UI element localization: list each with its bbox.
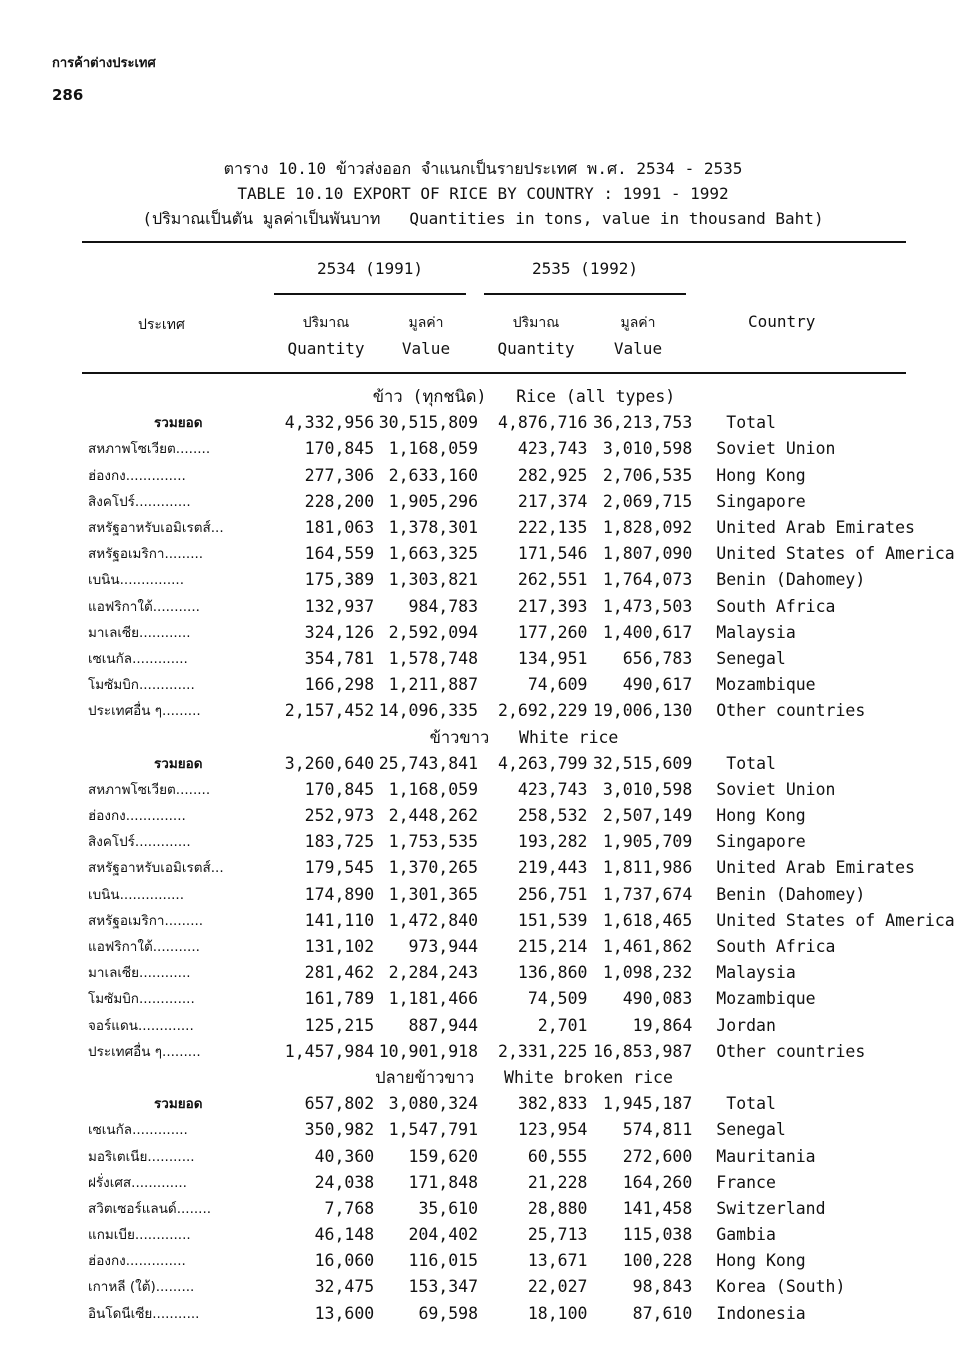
value-1991: 171,848 — [408, 1172, 479, 1192]
country-thai: ฮ่องกง.............. — [88, 467, 186, 484]
country-english: United Arab Emirates — [716, 518, 915, 538]
table-row — [82, 855, 966, 881]
quantity-1992: 21,228 — [527, 1172, 588, 1192]
value-1991: 1,181,466 — [388, 989, 479, 1009]
table-row — [82, 1196, 966, 1222]
value-1991: 1,663,325 — [388, 544, 479, 564]
value-1991: 69,598 — [418, 1303, 479, 1323]
value-1992: 1,473,503 — [602, 596, 693, 616]
value-1992: 98,843 — [632, 1277, 693, 1297]
year-1992-rule — [484, 293, 686, 295]
country-english: Senegal — [716, 1120, 786, 1140]
country-thai: ประเทศอื่น ๆ......... — [88, 703, 201, 720]
value-1992: 1,461,862 — [602, 937, 693, 957]
country-thai: อินโดนีเซีย........... — [88, 1305, 200, 1322]
country-thai: เบนิน............... — [88, 572, 185, 589]
total-row — [82, 410, 966, 436]
value-1992: 490,617 — [622, 675, 693, 695]
value-1992: 272,600 — [622, 1146, 693, 1166]
table-row — [82, 515, 966, 541]
country-thai: แกมเบีย............. — [88, 1227, 191, 1244]
quantity-1991: 4,332,956 — [284, 413, 375, 433]
value-1991: 887,944 — [408, 1015, 479, 1035]
value-1992: 19,006,130 — [592, 701, 693, 721]
section-title-row — [82, 384, 966, 410]
value-1991: 1,168,059 — [388, 779, 479, 799]
value-1992: 1,811,986 — [602, 858, 693, 878]
country-thai: โมซัมบิก............. — [88, 677, 195, 694]
section-title-row — [82, 724, 966, 750]
quantity-1991: 183,725 — [304, 832, 375, 852]
quantity-1991: 3,260,640 — [284, 753, 375, 773]
value-1992: 2,706,535 — [602, 465, 693, 485]
value-1992: 16,853,987 — [592, 1041, 693, 1061]
quantity-1992: 74,609 — [527, 675, 588, 695]
value-1991: 2,448,262 — [388, 806, 479, 826]
value-1992: 656,783 — [622, 648, 693, 668]
value-1991: 1,211,887 — [388, 675, 479, 695]
table-row — [82, 803, 966, 829]
country-thai: ประเทศอื่น ๆ......... — [88, 1043, 201, 1060]
value-1992: 3,010,598 — [602, 439, 693, 459]
quantity-1992: 222,135 — [517, 518, 588, 538]
table-row — [82, 541, 966, 567]
value-1991: 2,633,160 — [388, 465, 479, 485]
year-1992-header: 2535 (1992) — [532, 259, 638, 278]
country-thai: มาเลเซีย............ — [88, 624, 191, 641]
table-row — [82, 777, 966, 803]
quantity-1991: 1,457,984 — [284, 1041, 375, 1061]
country-thai: สหภาพโซเวียต........ — [88, 441, 211, 458]
value-1992: 1,737,674 — [602, 884, 693, 904]
country-thai: โมซัมบิก............. — [88, 991, 195, 1008]
quantity-1992: 256,751 — [517, 884, 588, 904]
value-1992: 32,515,609 — [592, 753, 693, 773]
table-row — [82, 620, 966, 646]
table-row — [82, 594, 966, 620]
value-1991: 2,284,243 — [388, 963, 479, 983]
value-1991: 10,901,918 — [378, 1041, 479, 1061]
table-titles — [0, 156, 966, 231]
table-row — [82, 489, 966, 515]
quantity-1991: 125,215 — [304, 1015, 375, 1035]
table-row — [82, 1013, 966, 1039]
value-1992: 1,807,090 — [602, 544, 693, 564]
value-1991: 1,378,301 — [388, 518, 479, 538]
quantity-1992: 60,555 — [527, 1146, 588, 1166]
country-thai: รวมยอด — [153, 415, 203, 432]
quantity-1991: 354,781 — [304, 648, 375, 668]
country-english: South Africa — [716, 937, 836, 957]
value-1992: 164,260 — [622, 1172, 693, 1192]
quantity-1991: 32,475 — [314, 1277, 375, 1297]
country-thai: รวมยอด — [153, 755, 203, 772]
quantity-1992: 217,393 — [517, 596, 588, 616]
quantity-header-2: Quantity — [497, 339, 575, 358]
value-1991: 3,080,324 — [388, 1094, 479, 1114]
country-thai: สวิตเซอร์แลนด์........ — [88, 1200, 212, 1217]
quantity-1992: 171,546 — [517, 544, 588, 564]
quantity-1991: 40,360 — [314, 1146, 375, 1166]
section-title: ปลายข้าวขาว White broken rice — [375, 1067, 673, 1087]
country-english: Indonesia — [716, 1303, 806, 1323]
value-1991: 14,096,335 — [378, 701, 479, 721]
value-1991: 1,472,840 — [388, 910, 479, 930]
quantity-1992: 151,539 — [517, 910, 588, 930]
quantity-1991: 174,890 — [304, 884, 375, 904]
quantity-1992: 423,743 — [517, 779, 588, 799]
quantity-1992: 22,027 — [527, 1277, 588, 1297]
value-1992: 87,610 — [632, 1303, 693, 1323]
table-row — [82, 1301, 966, 1327]
quantity-1991: 46,148 — [314, 1225, 375, 1245]
value-1992: 574,811 — [622, 1120, 693, 1140]
quantity-1991: 166,298 — [304, 675, 375, 695]
country-english: South Africa — [716, 596, 836, 616]
quantity-1991: 281,462 — [304, 963, 375, 983]
country-english: Malaysia — [716, 963, 796, 983]
value-1992: 115,038 — [622, 1225, 693, 1245]
value-1992: 1,828,092 — [602, 518, 693, 538]
quantity-1991: 350,982 — [304, 1120, 375, 1140]
value-thai-header-2: มูลค่า — [620, 315, 656, 331]
page-header: การค้าต่างประเทศ — [52, 56, 156, 71]
table-row — [82, 1170, 966, 1196]
country-english: United States of America — [716, 544, 955, 564]
country-english: United States of America — [716, 910, 955, 930]
table-row — [82, 436, 966, 462]
country-english: Switzerland — [716, 1198, 826, 1218]
table-units: (ปริมาณเป็นตัน มูลค่าเป็นพันบาท Quantities in tons, value in thousand Baht) — [142, 209, 824, 228]
quantity-1992: 136,860 — [517, 963, 588, 983]
value-1991: 35,610 — [418, 1198, 479, 1218]
table-row — [82, 463, 966, 489]
table-row — [82, 1274, 966, 1300]
value-1992: 2,507,149 — [602, 806, 693, 826]
quantity-thai-header-1: ปริมาณ — [302, 315, 350, 331]
quantity-1992: 18,100 — [527, 1303, 588, 1323]
value-1992: 100,228 — [622, 1251, 693, 1271]
country-thai: แอฟริกาใต้........... — [88, 939, 200, 956]
quantity-1991: 13,600 — [314, 1303, 375, 1323]
rice-export-table — [82, 384, 966, 1327]
country-thai: สหรัฐอาหรับเอมิเรตส์... — [88, 520, 224, 537]
value-1992: 36,213,753 — [592, 413, 693, 433]
country-english: United Arab Emirates — [716, 858, 915, 878]
country-english: Hong Kong — [716, 1251, 806, 1271]
section-title: ข้าวขาว White rice — [429, 727, 619, 747]
value-1992: 3,010,598 — [602, 779, 693, 799]
country-english: Other countries — [716, 1041, 866, 1061]
value-1991: 116,015 — [408, 1251, 479, 1271]
quantity-1992: 177,260 — [517, 622, 588, 642]
value-1991: 1,578,748 — [388, 648, 479, 668]
country-thai: เกาหลี (ใต้)......... — [88, 1279, 195, 1296]
value-1991: 973,944 — [408, 937, 479, 957]
table-row — [82, 646, 966, 672]
quantity-1991: 170,845 — [304, 779, 375, 799]
quantity-1992: 217,374 — [517, 491, 588, 511]
quantity-1992: 219,443 — [517, 858, 588, 878]
country-english: Total — [726, 413, 776, 433]
country-thai: เบนิน............... — [88, 886, 185, 903]
value-1991: 1,168,059 — [388, 439, 479, 459]
value-1992: 1,618,465 — [602, 910, 693, 930]
value-1991: 1,905,296 — [388, 491, 479, 511]
country-english: Singapore — [716, 832, 806, 852]
country-thai: สหรัฐอเมริกา......... — [88, 912, 204, 929]
country-thai: มาเลเซีย............ — [88, 965, 191, 982]
table-row — [82, 934, 966, 960]
country-english: Senegal — [716, 648, 786, 668]
quantity-1991: 252,973 — [304, 806, 375, 826]
value-1991: 1,301,365 — [388, 884, 479, 904]
quantity-1991: 161,789 — [304, 989, 375, 1009]
value-1991: 153,347 — [408, 1277, 479, 1297]
quantity-1992: 4,263,799 — [498, 753, 588, 773]
country-english: Hong Kong — [716, 465, 806, 485]
country-thai: แอฟริกาใต้........... — [88, 598, 200, 615]
quantity-1991: 131,102 — [304, 937, 375, 957]
quantity-1992: 2,701 — [537, 1015, 588, 1035]
section-title: ข้าว (ทุกชนิด) Rice (all types) — [372, 387, 676, 407]
country-english: Benin (Dahomey) — [716, 884, 866, 904]
table-row — [82, 882, 966, 908]
table-title-english: TABLE 10.10 EXPORT OF RICE BY COUNTRY : 1991 - 1992 — [237, 184, 729, 203]
value-1992: 1,764,073 — [602, 570, 693, 590]
quantity-1992: 262,551 — [517, 570, 588, 590]
value-1992: 2,069,715 — [602, 491, 693, 511]
quantity-1991: 16,060 — [314, 1251, 375, 1271]
quantity-1992: 2,692,229 — [498, 701, 588, 721]
year-1991-header: 2534 (1991) — [317, 259, 423, 278]
value-1991: 30,515,809 — [378, 413, 479, 433]
quantity-1991: 24,038 — [314, 1172, 375, 1192]
country-english: Other countries — [716, 701, 866, 721]
country-english: Soviet Union — [716, 779, 836, 799]
table-row — [82, 672, 966, 698]
country-thai: เซเนกัล............. — [88, 650, 188, 667]
quantity-1991: 7,768 — [324, 1198, 375, 1218]
quantity-1992: 2,331,225 — [498, 1041, 588, 1061]
section-title-row — [82, 1065, 966, 1091]
country-thai: ฮ่องกง.............. — [88, 808, 186, 825]
quantity-1992: 193,282 — [517, 832, 588, 852]
table-row — [82, 1117, 966, 1143]
value-1991: 1,370,265 — [388, 858, 479, 878]
country-english: Total — [726, 753, 776, 773]
value-1991: 2,592,094 — [388, 622, 479, 642]
country-thai: จอร์แดน............. — [88, 1017, 194, 1034]
value-1991: 1,753,535 — [388, 832, 479, 852]
year-1991-rule — [274, 293, 466, 295]
country-english: Malaysia — [716, 622, 796, 642]
country-english: Total — [726, 1094, 776, 1114]
quantity-1991: 277,306 — [304, 465, 375, 485]
country-thai-header: ประเทศ — [138, 317, 185, 333]
country-english: Mauritania — [716, 1146, 816, 1166]
country-english-header: Country — [748, 312, 816, 331]
value-1991: 204,402 — [408, 1225, 479, 1245]
country-thai: ฝรั่งเศส............. — [88, 1174, 187, 1191]
country-english: Soviet Union — [716, 439, 836, 459]
value-1992: 1,098,232 — [602, 963, 693, 983]
header-rule — [82, 372, 906, 374]
quantity-1992: 28,880 — [527, 1198, 588, 1218]
quantity-1992: 74,509 — [527, 989, 588, 1009]
value-header-2: Value — [613, 339, 663, 358]
table-row — [82, 1039, 966, 1065]
country-english: Benin (Dahomey) — [716, 570, 866, 590]
quantity-1992: 382,833 — [517, 1094, 588, 1114]
country-english: Hong Kong — [716, 806, 806, 826]
quantity-1991: 132,937 — [304, 596, 375, 616]
value-1992: 1,945,187 — [602, 1094, 693, 1114]
table-row — [82, 1222, 966, 1248]
country-thai: รวมยอด — [153, 1096, 203, 1113]
value-1991: 984,783 — [408, 596, 479, 616]
quantity-thai-header-2: ปริมาณ — [512, 315, 560, 331]
value-1992: 490,083 — [622, 989, 693, 1009]
quantity-1991: 181,063 — [304, 518, 375, 538]
country-english: Jordan — [716, 1015, 776, 1035]
table-body — [82, 384, 966, 1327]
top-rule — [82, 241, 906, 243]
table-row — [82, 829, 966, 855]
country-thai: มอริเตเนีย........... — [88, 1148, 195, 1165]
value-1992: 1,905,709 — [602, 832, 693, 852]
table-row — [82, 908, 966, 934]
table-row — [82, 1143, 966, 1169]
country-thai: สิงคโปร์............. — [88, 834, 191, 851]
quantity-1992: 258,532 — [517, 806, 588, 826]
country-thai: ฮ่องกง.............. — [88, 1253, 186, 1270]
quantity-1991: 2,157,452 — [284, 701, 375, 721]
quantity-1992: 215,214 — [517, 937, 588, 957]
quantity-1991: 179,545 — [304, 858, 375, 878]
quantity-1991: 141,110 — [304, 910, 375, 930]
quantity-1991: 170,845 — [304, 439, 375, 459]
quantity-1992: 282,925 — [517, 465, 588, 485]
country-english: Korea (South) — [716, 1277, 846, 1297]
quantity-1991: 324,126 — [304, 622, 375, 642]
quantity-1992: 4,876,716 — [498, 413, 588, 433]
value-header-1: Value — [401, 339, 451, 358]
quantity-1992: 25,713 — [527, 1225, 588, 1245]
country-english: Gambia — [716, 1225, 776, 1245]
page-number: 286 — [52, 86, 84, 104]
table-row — [82, 698, 966, 724]
quantity-1992: 13,671 — [527, 1251, 588, 1271]
country-thai: สิงคโปร์............. — [88, 493, 191, 510]
quantity-1991: 164,559 — [304, 544, 375, 564]
table-row — [82, 1248, 966, 1274]
country-thai: สหรัฐอเมริกา......... — [88, 546, 204, 563]
country-thai: สหรัฐอาหรับเอมิเรตส์... — [88, 860, 224, 877]
total-row — [82, 751, 966, 777]
quantity-1991: 175,389 — [304, 570, 375, 590]
value-1991: 159,620 — [408, 1146, 479, 1166]
table-row — [82, 960, 966, 986]
quantity-1991: 657,802 — [304, 1094, 375, 1114]
quantity-1991: 228,200 — [304, 491, 375, 511]
value-1992: 141,458 — [622, 1198, 693, 1218]
country-thai: สหภาพโซเวียต........ — [88, 781, 211, 798]
value-thai-header-1: มูลค่า — [408, 315, 444, 331]
value-1992: 19,864 — [632, 1015, 693, 1035]
value-1991: 1,303,821 — [388, 570, 479, 590]
table-title-thai: ตาราง 10.10 ข้าวส่งออก จำแนกเป็นรายประเทศ พ.ศ. 2534 - 2535 — [223, 159, 743, 178]
table-row — [82, 986, 966, 1012]
total-row — [82, 1091, 966, 1117]
table-row — [82, 567, 966, 593]
country-english: Mozambique — [716, 989, 816, 1009]
value-1992: 1,400,617 — [602, 622, 693, 642]
quantity-1992: 134,951 — [517, 648, 588, 668]
quantity-header-1: Quantity — [287, 339, 365, 358]
country-english: Mozambique — [716, 675, 816, 695]
country-thai: เซเนกัล............. — [88, 1122, 188, 1139]
quantity-1992: 423,743 — [517, 439, 588, 459]
quantity-1992: 123,954 — [517, 1120, 588, 1140]
value-1991: 25,743,841 — [378, 753, 479, 773]
country-english: France — [716, 1172, 776, 1192]
country-english: Singapore — [716, 491, 806, 511]
value-1991: 1,547,791 — [388, 1120, 479, 1140]
